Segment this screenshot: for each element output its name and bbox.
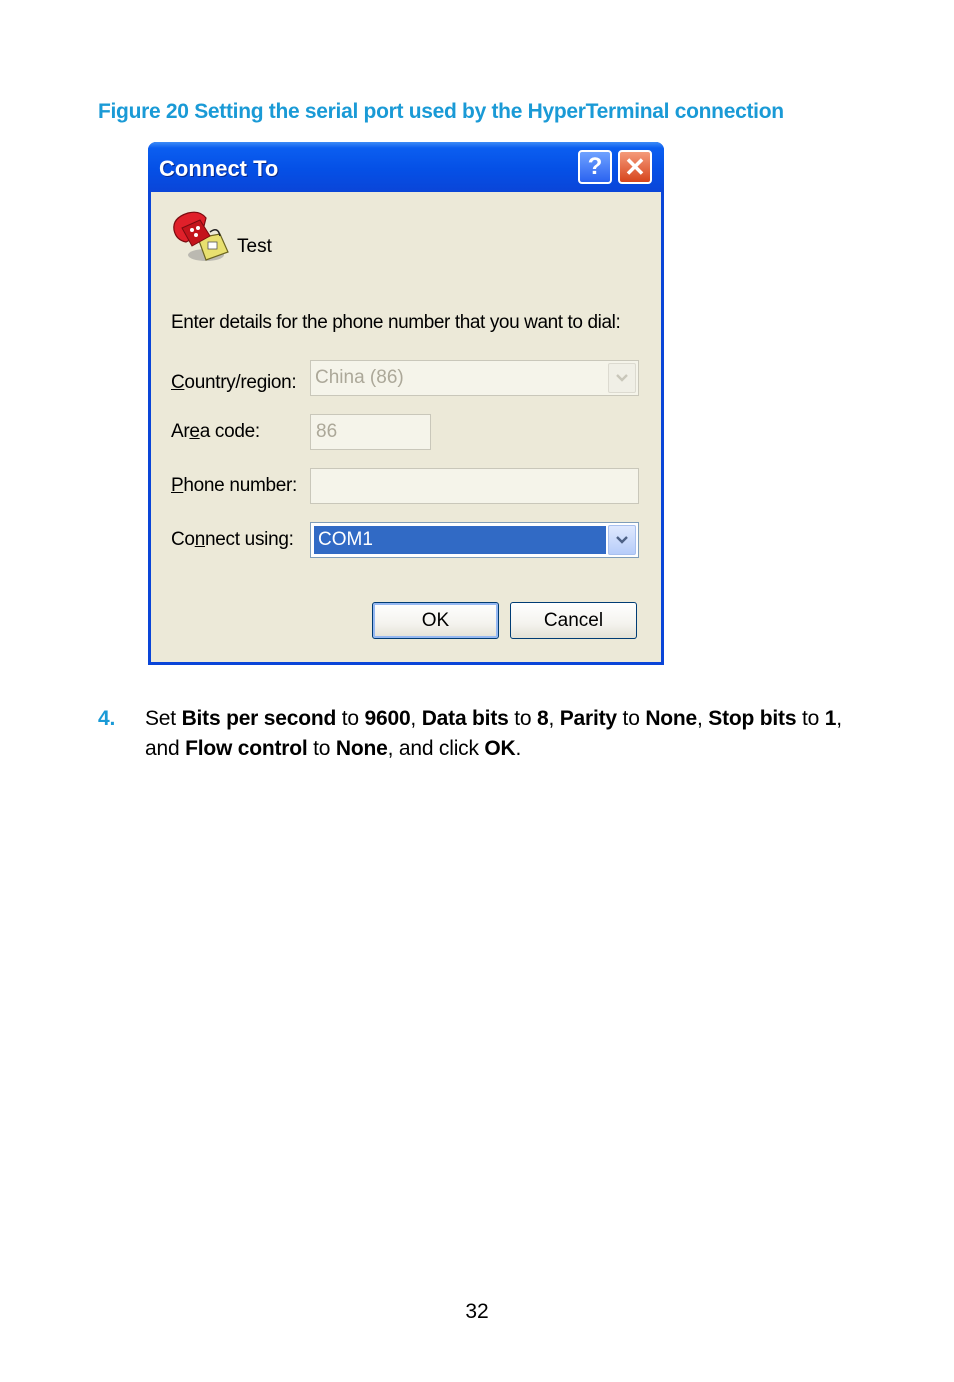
cancel-button[interactable]: Cancel bbox=[510, 602, 637, 639]
area-code-field[interactable] bbox=[310, 414, 431, 450]
connect-dropdown-button[interactable] bbox=[608, 525, 636, 555]
country-label-post: ountry/region: bbox=[184, 372, 297, 393]
dialog-titlebar[interactable] bbox=[148, 142, 664, 192]
step-bold-9: Flow control bbox=[185, 737, 308, 760]
step-text-7: , bbox=[697, 707, 709, 730]
step-text-2: to bbox=[336, 707, 365, 730]
step-text-10: to bbox=[307, 737, 336, 760]
connect-to-dialog bbox=[148, 142, 664, 665]
close-button[interactable] bbox=[618, 150, 652, 184]
connect-using-label bbox=[171, 529, 294, 551]
phone-number-field[interactable] bbox=[310, 468, 639, 504]
phone-label-accesskey: P bbox=[171, 475, 184, 496]
connect-using-select[interactable] bbox=[310, 522, 639, 558]
country-label-accesskey: C bbox=[171, 372, 185, 393]
step-bold-7: Stop bits bbox=[708, 707, 797, 730]
country-region-label bbox=[171, 372, 296, 394]
connect-label-accesskey: n bbox=[194, 529, 205, 550]
country-region-select[interactable] bbox=[310, 360, 639, 396]
area-code-label bbox=[171, 421, 260, 443]
area-code-value: 86 bbox=[316, 421, 338, 442]
help-button[interactable] bbox=[578, 150, 612, 184]
phone-label-post: hone number: bbox=[183, 475, 298, 496]
figure-caption: Figure 20 Setting the serial port used by the HyperTerminal connection bbox=[98, 100, 784, 123]
step-bold-2: 9600 bbox=[364, 707, 411, 730]
ok-button[interactable]: OK bbox=[372, 602, 499, 639]
step-text-4: to bbox=[508, 707, 537, 730]
step-text-9: , and bbox=[145, 707, 842, 760]
connect-label-post: nect using: bbox=[204, 529, 294, 550]
step-number: 4. bbox=[98, 707, 116, 730]
area-label-post: a code: bbox=[199, 421, 260, 442]
step-bold-6: None bbox=[645, 707, 698, 730]
step-text-12: . bbox=[515, 737, 522, 760]
step-text-5: , bbox=[548, 707, 560, 730]
step-bold-8: 1 bbox=[824, 707, 837, 730]
close-icon: ✕ bbox=[624, 151, 646, 182]
chevron-down-icon bbox=[615, 373, 629, 383]
step-text bbox=[145, 704, 865, 764]
chevron-down-icon bbox=[615, 535, 629, 545]
phone-number-label bbox=[171, 475, 297, 497]
step-text-8: to bbox=[796, 707, 825, 730]
step-bold-1: Bits per second bbox=[181, 707, 337, 730]
connection-name: Test bbox=[237, 236, 272, 257]
help-icon: ? bbox=[587, 153, 603, 180]
telephone-icon bbox=[170, 208, 232, 268]
connect-label-pre: Co bbox=[171, 529, 195, 550]
step-bold-11: OK bbox=[484, 737, 516, 760]
step-bold-10: None bbox=[335, 737, 388, 760]
step-text-11: , and click bbox=[387, 737, 485, 760]
country-region-value: China (86) bbox=[315, 367, 404, 388]
step-bold-5: Parity bbox=[559, 707, 617, 730]
country-dropdown-button[interactable] bbox=[608, 363, 636, 393]
step-text-6: to bbox=[616, 707, 646, 730]
dialog-title: Connect To bbox=[159, 156, 279, 181]
area-label-accesskey: e bbox=[189, 421, 200, 442]
dialog-client-area bbox=[151, 192, 661, 662]
step-bold-3: Data bits bbox=[421, 707, 509, 730]
area-label-pre: Ar bbox=[171, 421, 190, 442]
connect-using-value: COM1 bbox=[318, 529, 373, 550]
dial-prompt: Enter details for the phone number that you want to dial: bbox=[171, 312, 621, 333]
step-text-3: , bbox=[410, 707, 422, 730]
step-bold-4: 8 bbox=[536, 707, 549, 730]
page-number: 32 bbox=[465, 1300, 489, 1323]
step-text-1: Set bbox=[145, 707, 182, 730]
